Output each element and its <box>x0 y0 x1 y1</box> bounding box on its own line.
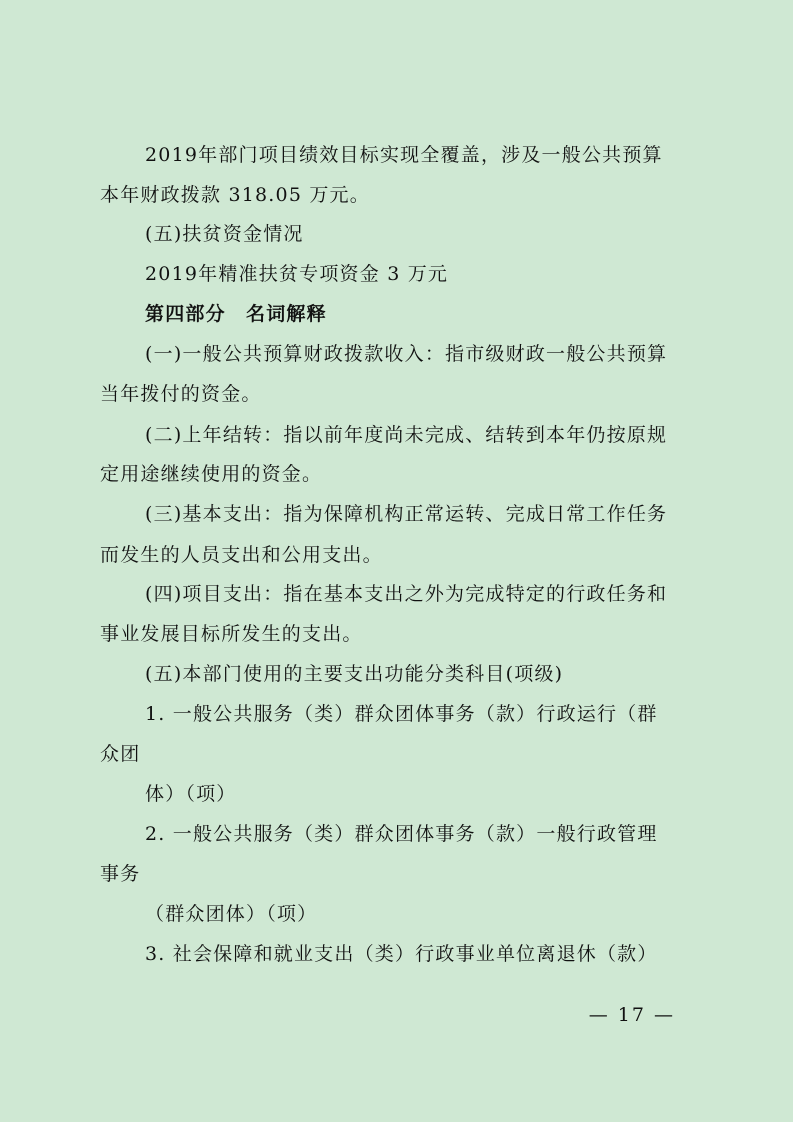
paragraph-line: 2. 一般公共服务（类）群众团体事务（款）一般行政管理 <box>145 823 658 845</box>
paragraph-line: 事业发展目标所发生的支出。 <box>100 623 363 645</box>
paragraph-line: 而发生的人员支出和公用支出。 <box>100 544 383 566</box>
paragraph-line: (五)扶贫资金情况 <box>145 223 304 245</box>
paragraph-line: 当年拨付的资金。 <box>100 383 262 405</box>
paragraph-line: 3. 社会保障和就业支出（类）行政事业单位离退休（款） <box>145 943 658 965</box>
paragraph-line: (三)基本支出：指为保障机构正常运转、完成日常工作任务 <box>145 503 668 525</box>
paragraph-line: 2019年部门项目绩效目标实现全覆盖，涉及一般公共预算 <box>145 144 663 166</box>
paragraph-line: （群众团体）（项） <box>145 903 318 925</box>
paragraph-line: 众团 <box>100 743 141 765</box>
paragraph-line: (一)一般公共预算财政拨款收入：指市级财政一般公共预算 <box>145 343 668 365</box>
paragraph-line: 本年财政拨款 318.05 万元。 <box>100 184 370 206</box>
paragraph-line: (四)项目支出：指在基本支出之外为完成特定的行政任务和 <box>145 583 668 605</box>
paragraph-line: (二)上年结转：指以前年度尚未完成、结转到本年仍按原规 <box>145 424 668 446</box>
page-number: — 17 — <box>588 1004 675 1026</box>
section-heading: 第四部分 名词解释 <box>145 303 327 325</box>
paragraph-line: 定用途继续使用的资金。 <box>100 463 323 485</box>
paragraph-line: 事务 <box>100 863 141 885</box>
paragraph-line: 1. 一般公共服务（类）群众团体事务（款）行政运行（群 <box>145 703 658 725</box>
paragraph-line: (五)本部门使用的主要支出功能分类科目(项级) <box>145 663 564 685</box>
paragraph-line: 体）（项） <box>145 783 237 805</box>
paragraph-line: 2019年精准扶贫专项资金 3 万元 <box>145 263 449 285</box>
